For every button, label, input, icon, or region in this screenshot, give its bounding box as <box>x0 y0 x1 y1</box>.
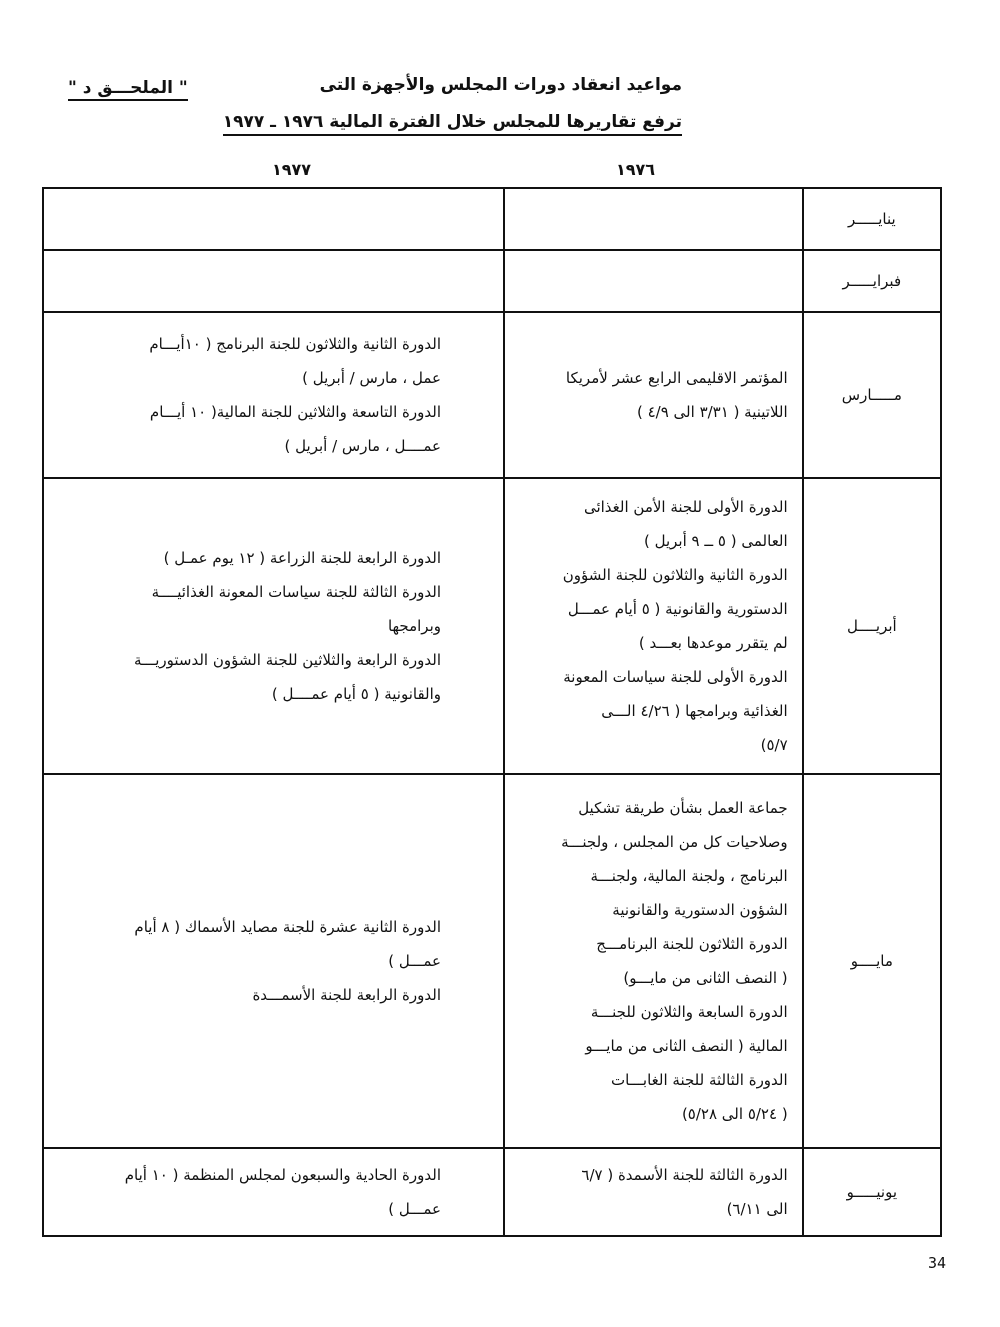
cell-line: وصلاحيات كل من المجلس ، ولجنـــة <box>561 833 788 851</box>
cell-line: لم يتقرر موعدها بعـــد ) <box>638 634 788 652</box>
cell-line: عمـــل ) <box>388 952 442 970</box>
cell-line: عمــــل ، مارس / أبريل ) <box>284 437 442 455</box>
month-label: ينايـــــر <box>847 210 896 228</box>
column-header-1976: ١٩٧٦ <box>616 160 656 179</box>
cell-line: الى ٦/١١) <box>726 1200 788 1218</box>
cell-month <box>803 1148 941 1236</box>
cell-1976 <box>504 774 803 1148</box>
table-row <box>43 478 941 774</box>
cell-line: وبرامجها <box>387 617 442 635</box>
cell-line: اللاتينية ( ٣/٣١ الى ٤/٩ ) <box>636 403 788 421</box>
cell-1976 <box>504 312 803 478</box>
cell-line: المالية ( النصف الثانى من مايـــو <box>585 1037 788 1055</box>
cell-line: والقانونية ( ٥ أيام عمــــل ) <box>271 685 442 703</box>
cell-content <box>44 275 503 287</box>
cell-line: الشؤون الدستورية والقانونية <box>612 901 788 919</box>
cell-1976 <box>504 478 803 774</box>
page-number: 34 <box>928 1254 947 1272</box>
cell-line: ( النصف الثانى من مايـــو) <box>623 969 788 987</box>
cell-line: الدورة الرابعة للجنة الأسمـــدة <box>252 986 442 1004</box>
cell-1977 <box>43 774 504 1148</box>
cell-line: الغذائية وبرامجها ( ٤/٢٦ الـــى <box>601 702 788 720</box>
document-title-line-1: مواعيد انعقاد دورات المجلس والأجهزة التى <box>319 75 682 95</box>
cell-1977 <box>43 250 504 312</box>
cell-line: الدورة السابعة والثلاثون للجنـــة <box>590 1003 788 1021</box>
cell-line: الدورة الثانية عشرة للجنة مصايد الأسماك ( ٨ أيام <box>134 918 442 936</box>
cell-line: الدورة الرابعة والثلاثين للجنة الشؤون الدستوريـــة <box>133 651 442 669</box>
cell-line: الدورة الثلاثون للجنة البرنامـــج <box>596 935 788 953</box>
cell-1976 <box>504 1148 803 1236</box>
table-row <box>43 188 941 250</box>
cell-1976 <box>504 250 803 312</box>
table-row <box>43 312 941 478</box>
cell-line: الدورة الثالثة للجنة الأسمدة ( ٦/٧ <box>581 1166 788 1184</box>
cell-line: المؤتمر الاقليمى الرابع عشر لأمريكا <box>565 369 788 387</box>
cell-line: الدورة الثالثة للجنة سياسات المعونة الغذائيــــة <box>151 583 442 601</box>
cell-content <box>44 535 503 717</box>
cell-content <box>505 1152 802 1232</box>
cell-line: الدورة الأولى للجنة الأمن الغذائى <box>583 498 788 516</box>
cell-line: البرنامج ، ولجنة المالية، ولجنـــة <box>590 867 788 885</box>
column-header-1977: ١٩٧٧ <box>272 160 312 179</box>
month-label: فبرايـــــر <box>842 272 902 290</box>
cell-content <box>44 904 503 1018</box>
month-label: مايــــو <box>850 952 893 970</box>
cell-content <box>44 1152 503 1232</box>
cell-line: الدستورية والقانونية ( ٥ أيام عمـــل <box>567 600 788 618</box>
month-label: مـــــارس <box>841 386 902 404</box>
cell-1977 <box>43 312 504 478</box>
schedule-table <box>42 187 942 1237</box>
cell-1977 <box>43 188 504 250</box>
cell-month <box>803 188 941 250</box>
cell-month <box>803 312 941 478</box>
cell-line: العالمى ( ٥ ــ ٩ أبريل ) <box>643 532 788 550</box>
cell-1976 <box>504 188 803 250</box>
cell-line: جماعة العمل بشأن طريقة تشكيل <box>578 799 788 817</box>
cell-line: عمل ، مارس / أبريل ) <box>302 369 442 387</box>
cell-line: الدورة الثانية والثلاثون للجنة البرنامج ( ١٠أيـــام <box>149 335 442 353</box>
cell-1977 <box>43 478 504 774</box>
annex-label: " الملحـــق د " <box>68 78 188 101</box>
cell-line: الدورة التاسعة والثلاثين للجنة المالية( ١٠ أيـــام <box>149 403 442 421</box>
cell-content <box>505 484 802 768</box>
cell-line: الدورة الرابعة للجنة الزراعة ( ١٢ يوم عمـل ) <box>163 549 442 567</box>
cell-content <box>505 355 802 435</box>
cell-line: الدورة الثالثة للجنة الغابـــات <box>611 1071 788 1089</box>
cell-month <box>803 250 941 312</box>
cell-line: الدورة الأولى للجنة سياسات المعونة <box>563 668 788 686</box>
cell-line: عمـــل ) <box>388 1200 442 1218</box>
cell-line: ( ٥/٢٤ الى ٥/٢٨) <box>681 1105 788 1123</box>
table-row <box>43 774 941 1148</box>
cell-content <box>505 785 802 1137</box>
cell-1977 <box>43 1148 504 1236</box>
cell-month <box>803 478 941 774</box>
cell-month <box>803 774 941 1148</box>
table-row <box>43 250 941 312</box>
cell-content <box>44 321 503 469</box>
cell-line: الدورة الحادية والسبعون لمجلس المنظمة ( ١٠ أيام <box>124 1166 442 1184</box>
cell-content <box>505 275 802 287</box>
cell-line: ٥/٧) <box>760 736 788 754</box>
document-title-line-2: ترفع تقاريرها للمجلس خلال الفترة المالية ١٩٧٦ ـ ١٩٧٧ <box>223 112 682 136</box>
month-label: أبريــــل <box>846 617 897 635</box>
cell-content <box>44 213 503 225</box>
month-label: يونيـــــو <box>846 1183 898 1201</box>
cell-line: الدورة الثانية والثلاثون للجنة الشؤون <box>562 566 788 584</box>
cell-content <box>505 213 802 225</box>
table-row <box>43 1148 941 1236</box>
